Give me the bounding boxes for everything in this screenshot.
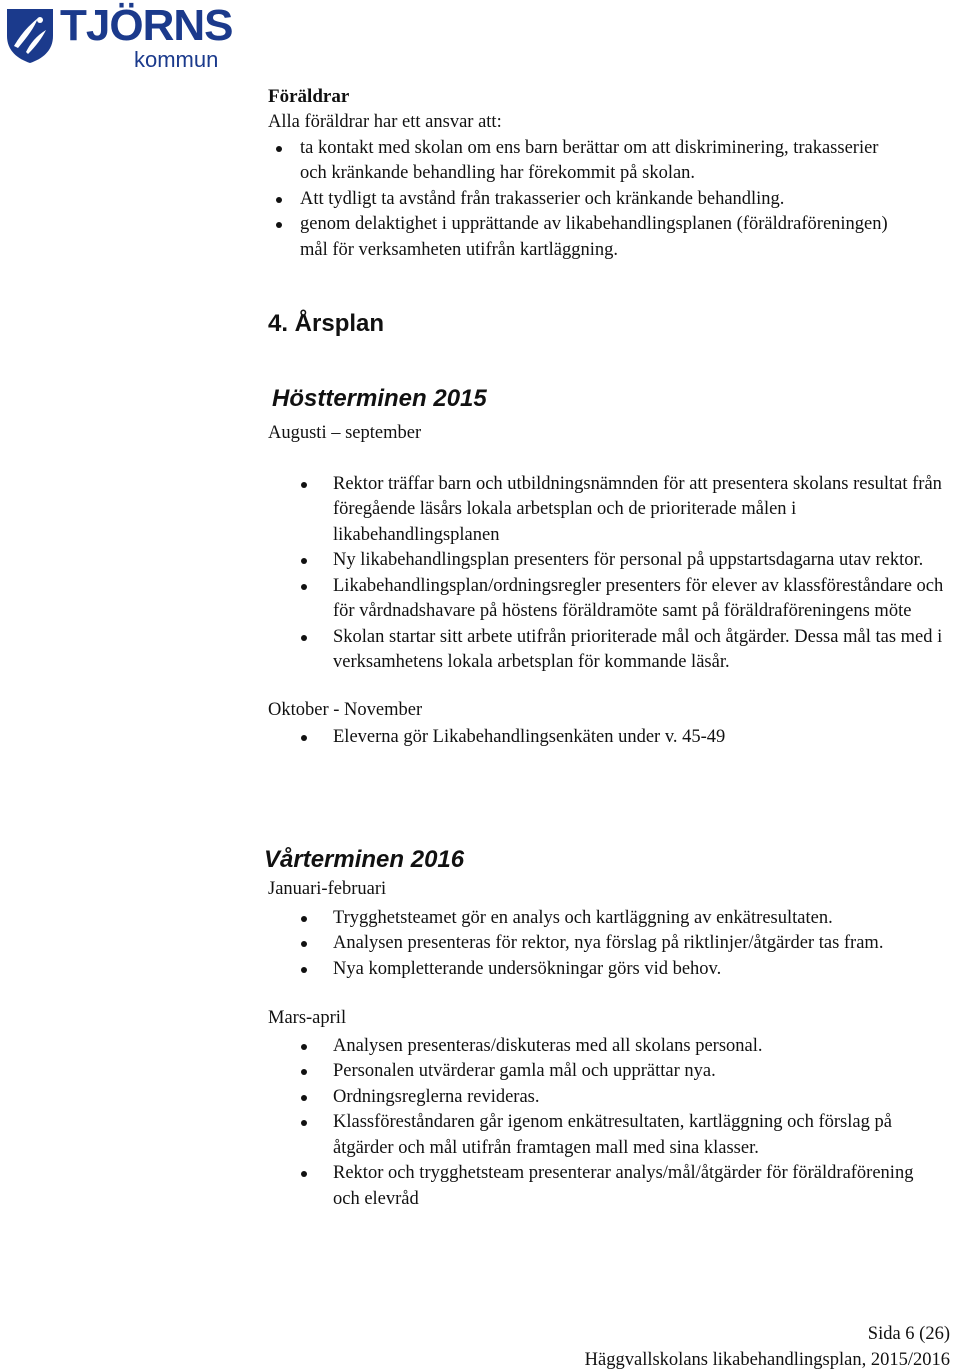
list-item: Rektor och trygghetsteam presenterar analys/mål/åtgärder för föräldraförening och elevråd xyxy=(268,1161,944,1212)
list-item: Nya kompletterande undersökningar görs vid behov. xyxy=(268,957,944,983)
document-title: Häggvallskolans likabehandlingsplan, 2015/2016 xyxy=(584,1350,950,1370)
list-item: Skolan startar sitt arbete utifrån prioriterade mål och åtgärder. Dessa mål tas med i verksamhetens lokala arbetsplan för kommande läsår. xyxy=(268,625,948,676)
spring-section xyxy=(264,846,944,1212)
logo-name: TJÖRNS xyxy=(60,1,233,50)
spring-period-1: Januari-februari xyxy=(268,879,387,899)
autumn-period-1: Augusti – september xyxy=(268,423,422,443)
list-item: Analysen presenteras för rektor, nya förslag på riktlinjer/åtgärder tas fram. xyxy=(268,931,944,957)
autumn-section xyxy=(268,385,948,751)
list-item: Analysen presenteras/diskuteras med all skolans personal. xyxy=(268,1034,944,1060)
spring-period-2: Mars-april xyxy=(268,1008,347,1028)
municipality-logo xyxy=(4,1,233,72)
section-heading: 4. Årsplan xyxy=(268,310,385,337)
arsplan-heading-wrap xyxy=(268,310,948,338)
list-item: genom delaktighet i upprättande av likabehandlingsplanen (föräldraföreningen) mål för verksamheten utifrån kartläggning. xyxy=(268,212,888,263)
list-item: ta kontakt med skolan om ens barn berättar om att diskriminering, trakasserier och kränkande behandling har förekommit på skolan. xyxy=(268,136,888,187)
list-item: Likabehandlingsplan/ordningsregler presenters för elever av klassföreståndare och för vårdnadshavare på höstens föräldramöte samt på föräldraföreningens möte xyxy=(268,574,948,625)
list-item: Rektor träffar barn och utbildningsnämnden för att presentera skolans resultat från föregående läsårs lokala arbetsplan och de prioriterade målen i likabehandlingsplanen xyxy=(268,472,948,549)
logo-subtitle: kommun xyxy=(134,47,219,72)
autumn-period-2: Oktober - November xyxy=(268,699,423,720)
page-number: Sida 6 (26) xyxy=(867,1324,950,1344)
parents-intro: Alla föräldrar har ett ansvar att: xyxy=(268,112,502,132)
list-item: Ordningsreglerna revideras. xyxy=(268,1085,944,1111)
list-item: Ny likabehandlingsplan presenters för personal på uppstartsdagarna utav rektor. xyxy=(268,548,948,574)
spring-title: Vårterminen 2016 xyxy=(264,846,465,873)
list-item: Trygghetsteamet gör en analys och kartläggning av enkätresultaten. xyxy=(268,906,944,932)
list-item: Klassföreståndaren går igenom enkätresultaten, kartläggning och förslag på åtgärder och mål utifrån framtagen mall med sina klasser. xyxy=(268,1110,944,1161)
autumn-title: Höstterminen 2015 xyxy=(272,385,487,412)
list-item: Eleverna gör Likabehandlingsenkäten under v. 45-49 xyxy=(268,725,948,751)
parents-title: Föräldrar xyxy=(268,86,350,107)
list-item: Att tydligt ta avstånd från trakasserier och kränkande behandling. xyxy=(268,187,888,213)
list-item: Personalen utvärderar gamla mål och upprättar nya. xyxy=(268,1059,944,1085)
parents-section xyxy=(268,84,948,263)
coat-of-arms-icon xyxy=(4,6,56,64)
